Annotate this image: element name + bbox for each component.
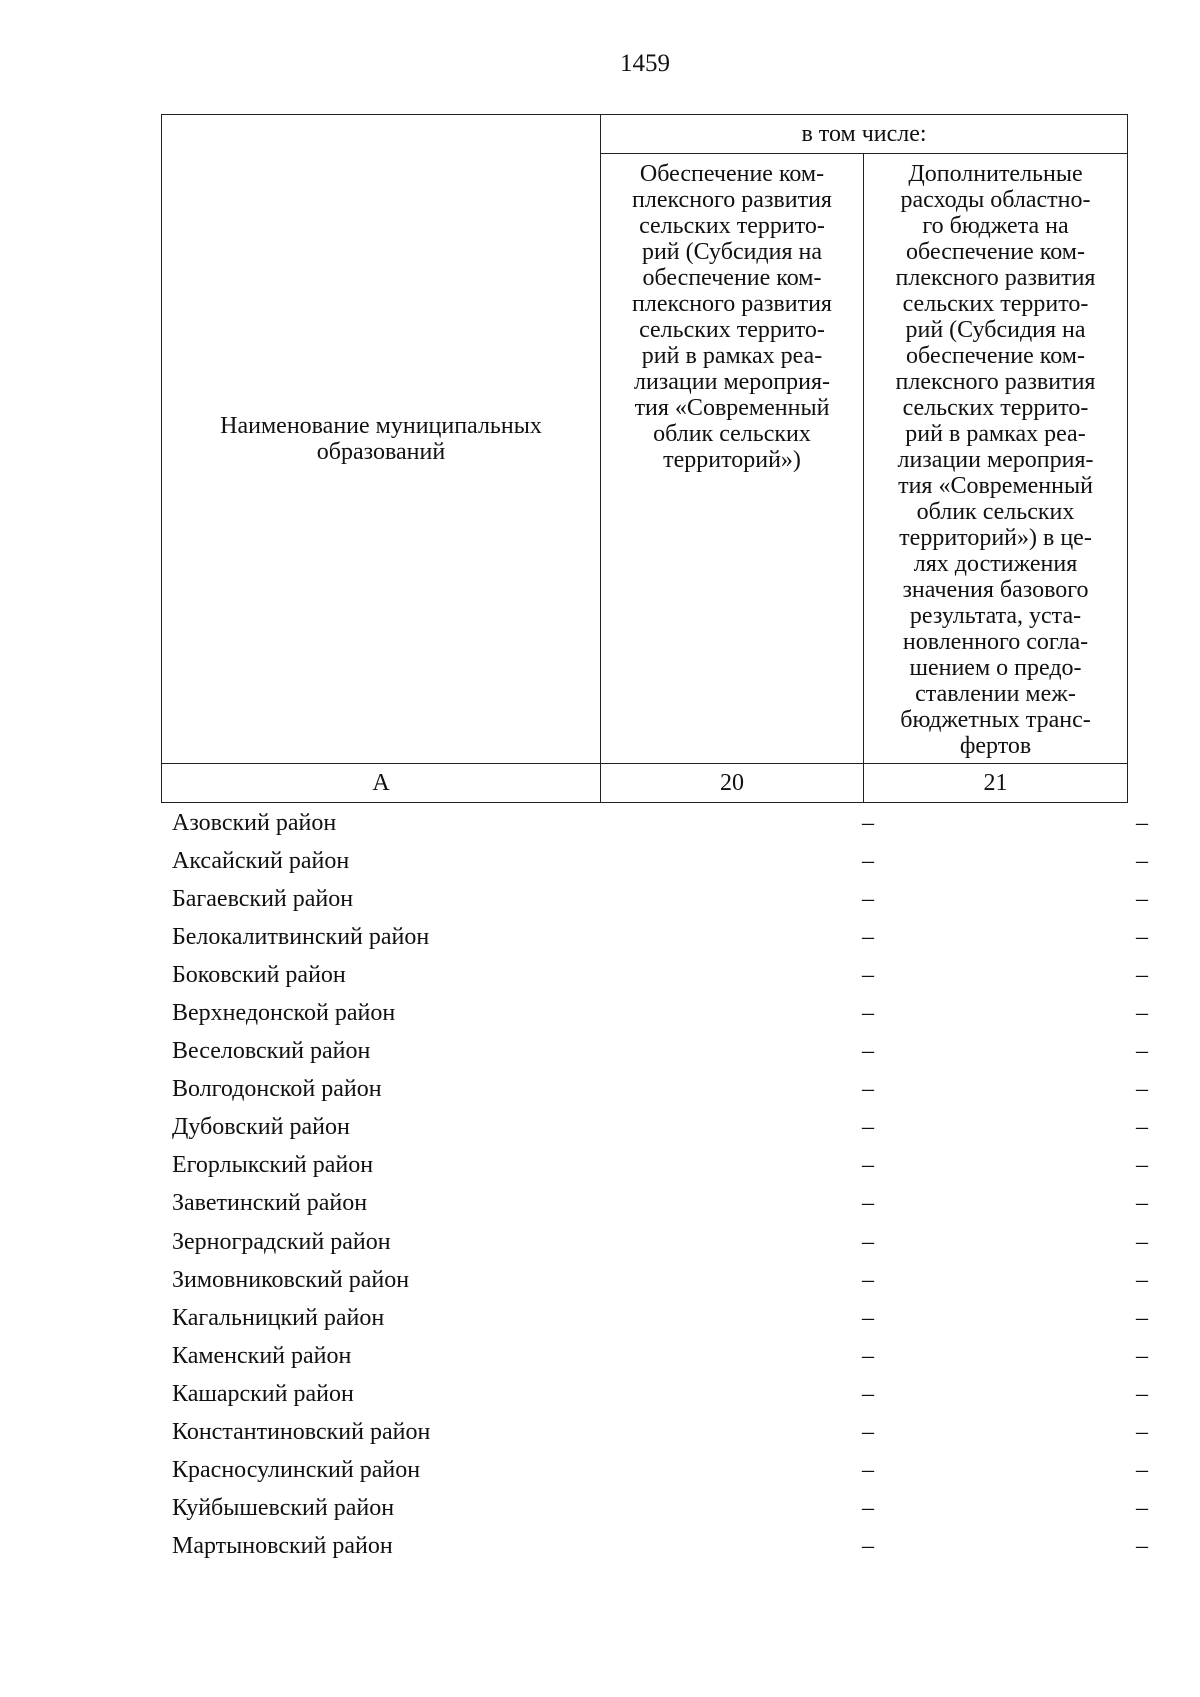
row-value-21: – xyxy=(1136,1038,1148,1065)
table-row xyxy=(161,1452,1160,1490)
row-value-20: – xyxy=(862,961,874,988)
row-name: Веселовский район xyxy=(172,1038,371,1065)
row-value-20: – xyxy=(862,1228,874,1255)
row-name: Багаевский район xyxy=(172,885,354,912)
table-row xyxy=(161,842,1160,880)
row-value-20: – xyxy=(862,1152,874,1179)
row-value-20: – xyxy=(862,847,874,874)
table-row xyxy=(161,1337,1160,1375)
header-name-column xyxy=(162,115,601,764)
row-value-20: – xyxy=(862,1266,874,1293)
row-name: Каменский район xyxy=(172,1342,352,1369)
row-name: Константиновский район xyxy=(172,1419,431,1446)
row-value-20: – xyxy=(862,1419,874,1446)
row-name: Мартыновский район xyxy=(172,1533,393,1560)
table-row xyxy=(161,956,1160,994)
table-row xyxy=(161,804,1160,842)
row-name: Кагальницкий район xyxy=(172,1304,385,1331)
row-value-20: – xyxy=(862,1304,874,1331)
row-name: Зерноградский район xyxy=(172,1228,391,1255)
table-row xyxy=(161,1109,1160,1147)
row-value-21: – xyxy=(1136,1342,1148,1369)
row-name: Заветинский район xyxy=(172,1190,368,1217)
table-row xyxy=(161,1147,1160,1185)
row-value-21: – xyxy=(1136,1076,1148,1103)
row-name: Куйбышевский район xyxy=(172,1495,395,1522)
table-header xyxy=(161,114,1128,803)
row-value-21: – xyxy=(1136,1533,1148,1560)
row-value-20: – xyxy=(862,1114,874,1141)
row-value-21: – xyxy=(1136,1457,1148,1484)
row-value-21: – xyxy=(1136,1152,1148,1179)
row-name: Волгодонской район xyxy=(172,1076,382,1103)
page-number: 1459 xyxy=(620,50,670,77)
row-value-21: – xyxy=(1136,1304,1148,1331)
row-value-20: – xyxy=(862,1533,874,1560)
row-name: Дубовский район xyxy=(172,1114,350,1141)
index-21: 21 xyxy=(864,764,1128,803)
row-value-21: – xyxy=(1136,1000,1148,1027)
row-value-21: – xyxy=(1136,1228,1148,1255)
row-value-21: – xyxy=(1136,1190,1148,1217)
table-row xyxy=(161,1528,1160,1566)
row-value-21: – xyxy=(1136,1495,1148,1522)
index-20: 20 xyxy=(601,764,864,803)
table-row xyxy=(161,1033,1160,1071)
table-row xyxy=(161,994,1160,1032)
index-a: А xyxy=(162,764,601,803)
row-value-20: – xyxy=(862,809,874,836)
row-value-21: – xyxy=(1136,847,1148,874)
row-value-21: – xyxy=(1136,809,1148,836)
row-name: Азовский район xyxy=(172,809,337,836)
table-row xyxy=(161,1071,1160,1109)
row-value-20: – xyxy=(862,1495,874,1522)
row-value-20: – xyxy=(862,1038,874,1065)
header-group-label: в том числе: xyxy=(801,121,927,147)
row-name: Егорлыкский район xyxy=(172,1152,374,1179)
row-value-20: – xyxy=(862,1380,874,1407)
row-value-20: – xyxy=(862,1190,874,1217)
row-name: Белокалитвинский район xyxy=(172,923,430,950)
rows-body xyxy=(161,804,1160,1566)
table-row xyxy=(161,1223,1160,1261)
row-name: Кашарский район xyxy=(172,1380,354,1407)
table-row xyxy=(161,1375,1160,1413)
header-column-20 xyxy=(601,154,864,764)
row-value-21: – xyxy=(1136,923,1148,950)
table-row xyxy=(161,880,1160,918)
row-value-21: – xyxy=(1136,1114,1148,1141)
row-name: Аксайский район xyxy=(172,847,350,874)
header-group-cell xyxy=(601,115,1128,154)
table-body xyxy=(161,804,1160,1566)
header-name-label: Наименование муниципальных образований xyxy=(220,413,542,465)
row-value-21: – xyxy=(1136,885,1148,912)
table-row xyxy=(161,1185,1160,1223)
row-value-21: – xyxy=(1136,961,1148,988)
header-column-21-label: Дополнительные расходы областно- го бюджета на обеспечение ком- плексного развития сельских террито- рий (Субсидия на обеспечение ком- плексного развития сельских террито- рий в рамках реа- лизации мероприя- тия «Современный облик сельских территорий») в це- лях достижения значения базового результата, уста- новленного согла- шением о предо- ставлении меж- бюджетных транс- фертов xyxy=(895,161,1096,759)
table-row xyxy=(161,1414,1160,1452)
row-value-21: – xyxy=(1136,1266,1148,1293)
row-value-20: – xyxy=(862,885,874,912)
row-value-20: – xyxy=(862,1342,874,1369)
row-name: Боковский район xyxy=(172,961,346,988)
table-row xyxy=(161,1261,1160,1299)
row-name: Красносулинский район xyxy=(172,1457,421,1484)
table-row xyxy=(161,1490,1160,1528)
row-value-20: – xyxy=(862,1076,874,1103)
row-value-21: – xyxy=(1136,1419,1148,1446)
row-value-20: – xyxy=(862,1000,874,1027)
row-name: Верхнедонской район xyxy=(172,1000,396,1027)
table-row xyxy=(161,918,1160,956)
row-value-21: – xyxy=(1136,1380,1148,1407)
row-value-20: – xyxy=(862,923,874,950)
row-value-20: – xyxy=(862,1457,874,1484)
header-column-21 xyxy=(864,154,1128,764)
row-name: Зимовниковский район xyxy=(172,1266,410,1293)
header-column-20-label: Обеспечение ком- плексного развития сельских террито- рий (Субсидия на обеспечение ком- плексного развития сельских террито- рий в рамках реа- лизации мероприя- тия «Современный облик сельских территорий») xyxy=(632,161,832,473)
table-row xyxy=(161,1299,1160,1337)
